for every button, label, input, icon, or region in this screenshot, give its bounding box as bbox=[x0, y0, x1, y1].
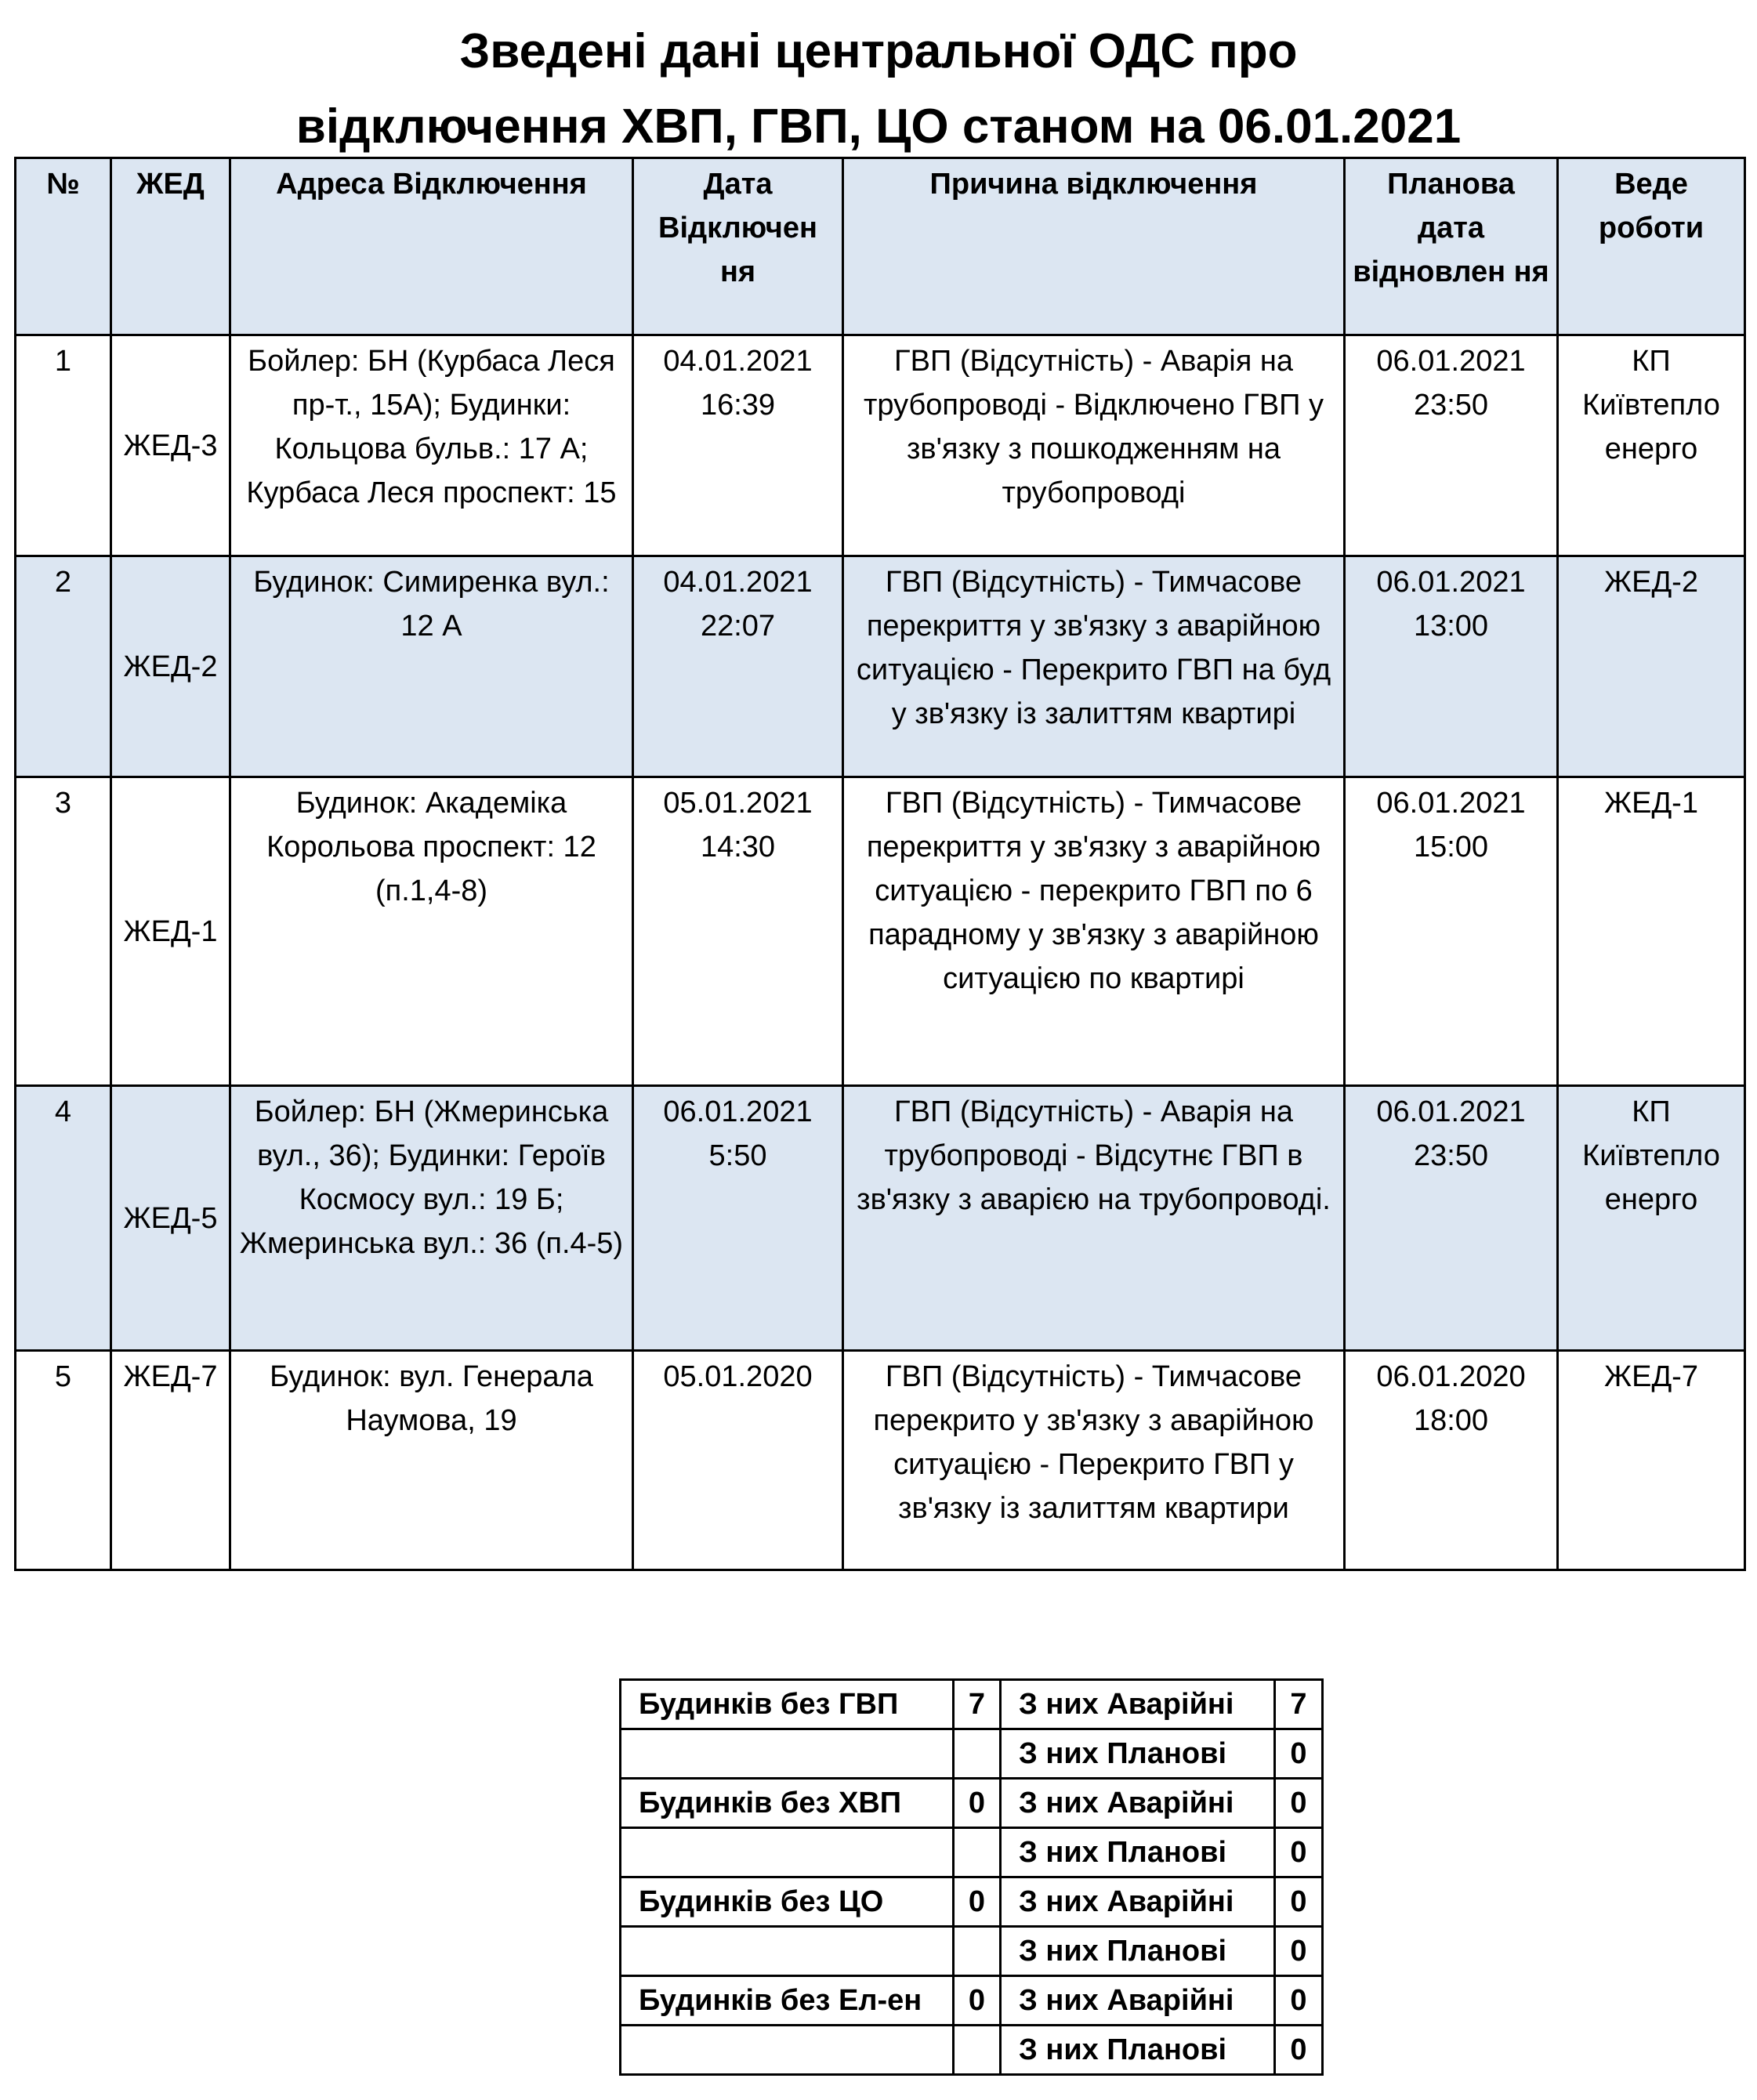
summary-group-count: 0 bbox=[954, 1779, 1001, 1828]
table-row bbox=[16, 777, 1745, 1086]
row-address: Будинок: Академіка Корольова проспект: 12 (п.1,4-8) bbox=[230, 777, 633, 1086]
header-num: № bbox=[16, 158, 111, 335]
title-line-1: Зведені дані центральної ОДС про bbox=[459, 24, 1298, 78]
row-zed: ЖЕД-7 bbox=[111, 1351, 230, 1570]
header-zed: ЖЕД bbox=[111, 158, 230, 335]
summary-planned-count: 0 bbox=[1275, 1927, 1323, 1976]
table-row bbox=[16, 1351, 1745, 1570]
summary-planned-label: З них Планові bbox=[1001, 1729, 1275, 1779]
summary-emergency-count: 0 bbox=[1275, 1877, 1323, 1927]
row-address: Будинок: вул. Генерала Наумова, 19 bbox=[230, 1351, 633, 1570]
summary-group-label: Будинків без ГВП bbox=[621, 1680, 954, 1729]
row-zed: ЖЕД-3 bbox=[111, 335, 230, 556]
summary-row bbox=[621, 1828, 1323, 1877]
table-row bbox=[16, 556, 1745, 777]
row-zed: ЖЕД-1 bbox=[111, 777, 230, 1086]
summary-row bbox=[621, 1877, 1323, 1927]
header-works: Веде роботи bbox=[1558, 158, 1745, 335]
summary-group-label: Будинків без ЦО bbox=[621, 1877, 954, 1927]
summary-row bbox=[621, 1680, 1323, 1729]
row-date-restore: 06.01.2021 23:50 bbox=[1345, 335, 1558, 556]
header-date-off: Дата Відключен ня bbox=[633, 158, 843, 335]
outages-table bbox=[14, 157, 1746, 1571]
table-row bbox=[16, 1086, 1745, 1351]
summary-planned-count: 0 bbox=[1275, 2026, 1323, 2075]
summary-emergency-count: 0 bbox=[1275, 1976, 1323, 2026]
row-zed: ЖЕД-2 bbox=[111, 556, 230, 777]
row-reason: ГВП (Відсутність) - Тимчасове перекриття у зв'язку з аварійною ситуацією - Перекрито ГВП на буд у зв'язку із залиттям квартирі bbox=[843, 556, 1345, 777]
row-date-restore: 06.01.2021 23:50 bbox=[1345, 1086, 1558, 1351]
summary-row bbox=[621, 1729, 1323, 1779]
row-zed: ЖЕД-5 bbox=[111, 1086, 230, 1351]
summary-planned-count: 0 bbox=[1275, 1828, 1323, 1877]
row-reason: ГВП (Відсутність) - Тимчасове перекриття у зв'язку з аварійною ситуацією - перекрито ГВП по 6 парадному у зв'язку з аварійною ситуацією по квартирі bbox=[843, 777, 1345, 1086]
row-works: ЖЕД-1 bbox=[1558, 777, 1745, 1086]
summary-planned-label: З них Планові bbox=[1001, 2026, 1275, 2075]
summary-row bbox=[621, 2026, 1323, 2075]
row-date-restore: 06.01.2021 13:00 bbox=[1345, 556, 1558, 777]
row-num: 3 bbox=[16, 777, 111, 1086]
row-works: ЖЕД-7 bbox=[1558, 1351, 1745, 1570]
row-date-off: 04.01.2021 22:07 bbox=[633, 556, 843, 777]
summary-planned-label: З них Планові bbox=[1001, 1927, 1275, 1976]
header-date-restore: Планова дата відновлен ня bbox=[1345, 158, 1558, 335]
summary-row bbox=[621, 1976, 1323, 2026]
table-header-row bbox=[16, 158, 1745, 335]
row-date-off: 05.01.2020 bbox=[633, 1351, 843, 1570]
row-address: Бойлер: БН (Курбаса Леся пр-т., 15А); Будинки: Кольцова бульв.: 17 А; Курбаса Леся проспект: 15 bbox=[230, 335, 633, 556]
row-num: 4 bbox=[16, 1086, 111, 1351]
row-address: Будинок: Симиренка вул.: 12 А bbox=[230, 556, 633, 777]
header-reason: Причина відключення bbox=[843, 158, 1345, 335]
row-works: КП Київтепло енерго bbox=[1558, 335, 1745, 556]
summary-planned-label: З них Планові bbox=[1001, 1828, 1275, 1877]
row-date-restore: 06.01.2021 15:00 bbox=[1345, 777, 1558, 1086]
summary-table bbox=[619, 1678, 1324, 2076]
summary-emergency-label: З них Аварійні bbox=[1001, 1680, 1275, 1729]
row-reason: ГВП (Відсутність) - Аварія на трубопроводі - Відключено ГВП у зв'язку з пошкодженням на трубопроводі bbox=[843, 335, 1345, 556]
row-num: 1 bbox=[16, 335, 111, 556]
summary-emergency-label: З них Аварійні bbox=[1001, 1976, 1275, 2026]
row-works: КП Київтепло енерго bbox=[1558, 1086, 1745, 1351]
title-line-2: відключення ХВП, ГВП, ЦО станом на 06.01.2021 bbox=[295, 100, 1462, 154]
document-title bbox=[0, 14, 1757, 165]
row-date-off: 06.01.2021 5:50 bbox=[633, 1086, 843, 1351]
row-date-restore: 06.01.2020 18:00 bbox=[1345, 1351, 1558, 1570]
summary-emergency-count: 0 bbox=[1275, 1779, 1323, 1828]
summary-group-count: 0 bbox=[954, 1877, 1001, 1927]
summary-row bbox=[621, 1779, 1323, 1828]
summary-planned-count: 0 bbox=[1275, 1729, 1323, 1779]
summary-emergency-label: З них Аварійні bbox=[1001, 1779, 1275, 1828]
row-reason: ГВП (Відсутність) - Аварія на трубопроводі - Відсутнє ГВП в зв'язку з аварією на трубопроводі. bbox=[843, 1086, 1345, 1351]
row-works: ЖЕД-2 bbox=[1558, 556, 1745, 777]
summary-row bbox=[621, 1927, 1323, 1976]
summary-group-label: Будинків без Ел-ен bbox=[621, 1976, 954, 2026]
row-date-off: 05.01.2021 14:30 bbox=[633, 777, 843, 1086]
summary-emergency-label: З них Аварійні bbox=[1001, 1877, 1275, 1927]
row-address: Бойлер: БН (Жмеринська вул., 36); Будинки: Героїв Космосу вул.: 19 Б; Жмеринська вул.: 36 (п.4-5) bbox=[230, 1086, 633, 1351]
summary-group-count: 7 bbox=[954, 1680, 1001, 1729]
row-reason: ГВП (Відсутність) - Тимчасове перекрито у зв'язку з аварійною ситуацією - Перекрито ГВП у зв'язку із залиттям квартири bbox=[843, 1351, 1345, 1570]
header-address: Адреса Відключення bbox=[230, 158, 633, 335]
row-date-off: 04.01.2021 16:39 bbox=[633, 335, 843, 556]
summary-emergency-count: 7 bbox=[1275, 1680, 1323, 1729]
row-num: 5 bbox=[16, 1351, 111, 1570]
row-num: 2 bbox=[16, 556, 111, 777]
summary-group-label: Будинків без ХВП bbox=[621, 1779, 954, 1828]
table-row bbox=[16, 335, 1745, 556]
summary-group-count: 0 bbox=[954, 1976, 1001, 2026]
